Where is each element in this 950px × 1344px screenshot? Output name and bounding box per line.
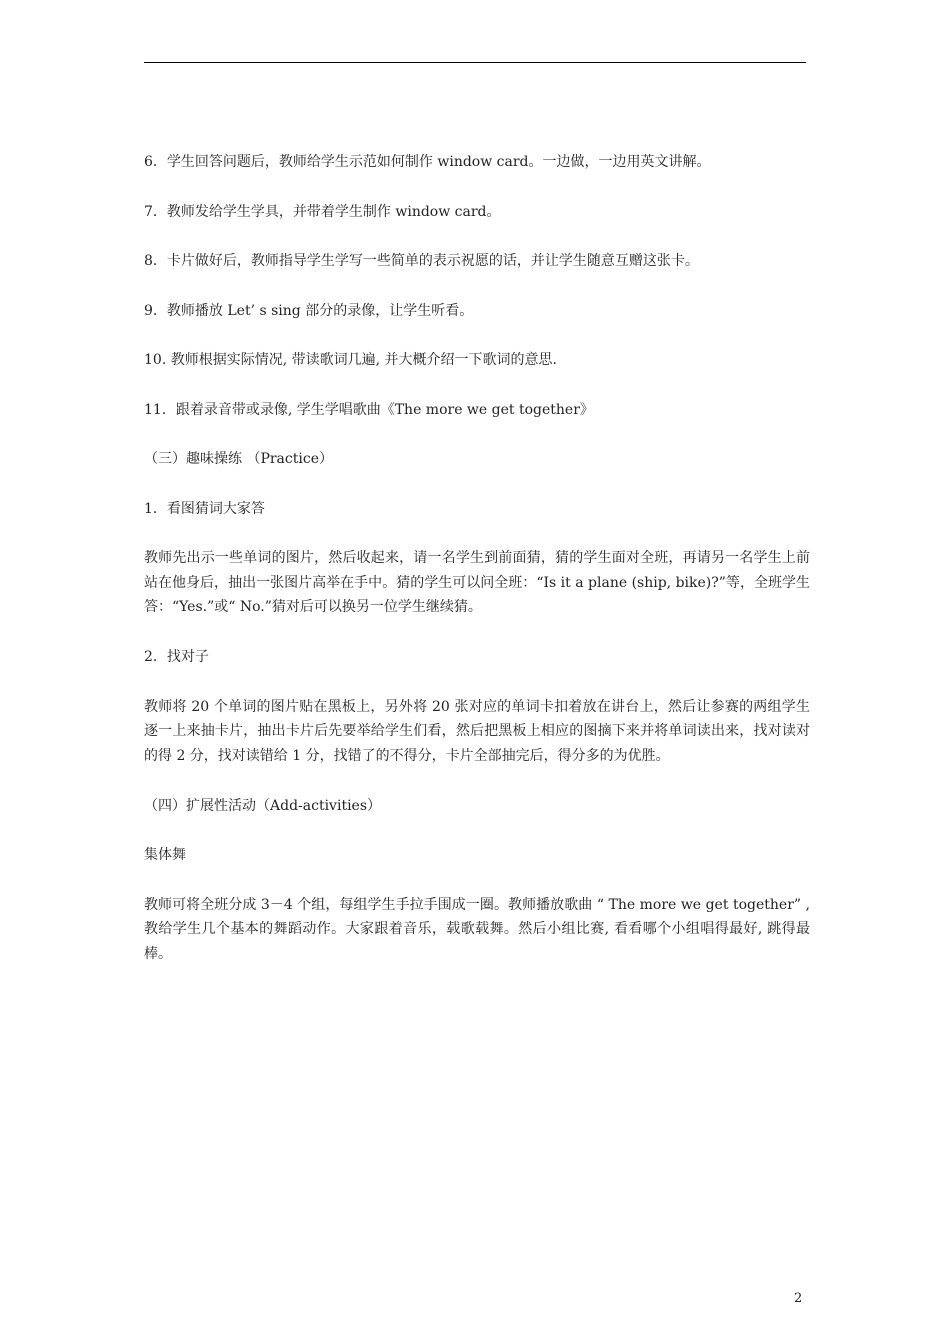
document-body [144,150,810,992]
activity-heading-guess: 1．看图猜词大家答 [144,500,265,517]
activity-heading-match: 2．找对子 [144,649,209,665]
header-rule [144,62,806,63]
activity-heading-dance: 集体舞 [144,847,186,863]
paragraph-dance-description: 教师可将全班分成 3－4 个组，每组学生手拉手围成一圈。教师播放歌曲 “ The more we get together” , 教给学生几个基本的舞蹈动作。大家跟着音乐，载歌载舞。然后小组比赛, 看看哪个小组唱得最好, 跳得最棒。 [144,896,810,962]
paragraph-match-description: 教师将 20 个单词的图片贴在黑板上，另外将 20 张对应的单词卡扣着放在讲台上，然后让参赛的两组学生逐一上来抽卡片，抽出卡片后先要举给学生们看，然后把黑板上相应的图摘下来并将单词读出来，找对读对的得 2 分，找对读错给 1 分，找错了的不得分，卡片全部抽完后，得分多的为优胜。 [144,698,810,764]
paragraph-step-9: 9．教师播放 Let’ s sing 部分的录像，让学生听看。 [144,302,474,319]
page-number: 2 [794,1291,803,1306]
section-heading-add-activities: （四）扩展性活动（Add-activities） [144,797,382,814]
section-heading-practice: （三）趣味操练 （Practice） [144,451,333,467]
paragraph-step-6: 6．学生回答问题后，教师给学生示范如何制作 window card。一边做，一边用英文讲解。 [144,154,711,170]
paragraph-guess-description: 教师先出示一些单词的图片，然后收起来，请一名学生到前面猜，猜的学生面对全班，再请另一名学生上前站在他身后，抽出一张图片高举在手中。猜的学生可以问全班：“Is it a plane (ship, bike)?”等，全班学生答：“Yes.”或“ No.”猜对后可以换另一位学生继续猜。 [144,550,810,615]
paragraph-step-8: 8．卡片做好后，教师指导学生学写一些简单的表示祝愿的话，并让学生随意互赠这张卡。 [144,253,699,269]
paragraph-step-11: 11．跟着录音带或录像, 学生学唱歌曲《The more we get together》 [144,401,594,418]
paragraph-step-7: 7．教师发给学生学具，并带着学生制作 window card。 [144,203,501,220]
paragraph-step-10: 10. 教师根据实际情况, 带读歌词几遍, 并大概介绍一下歌词的意思. [144,352,557,368]
